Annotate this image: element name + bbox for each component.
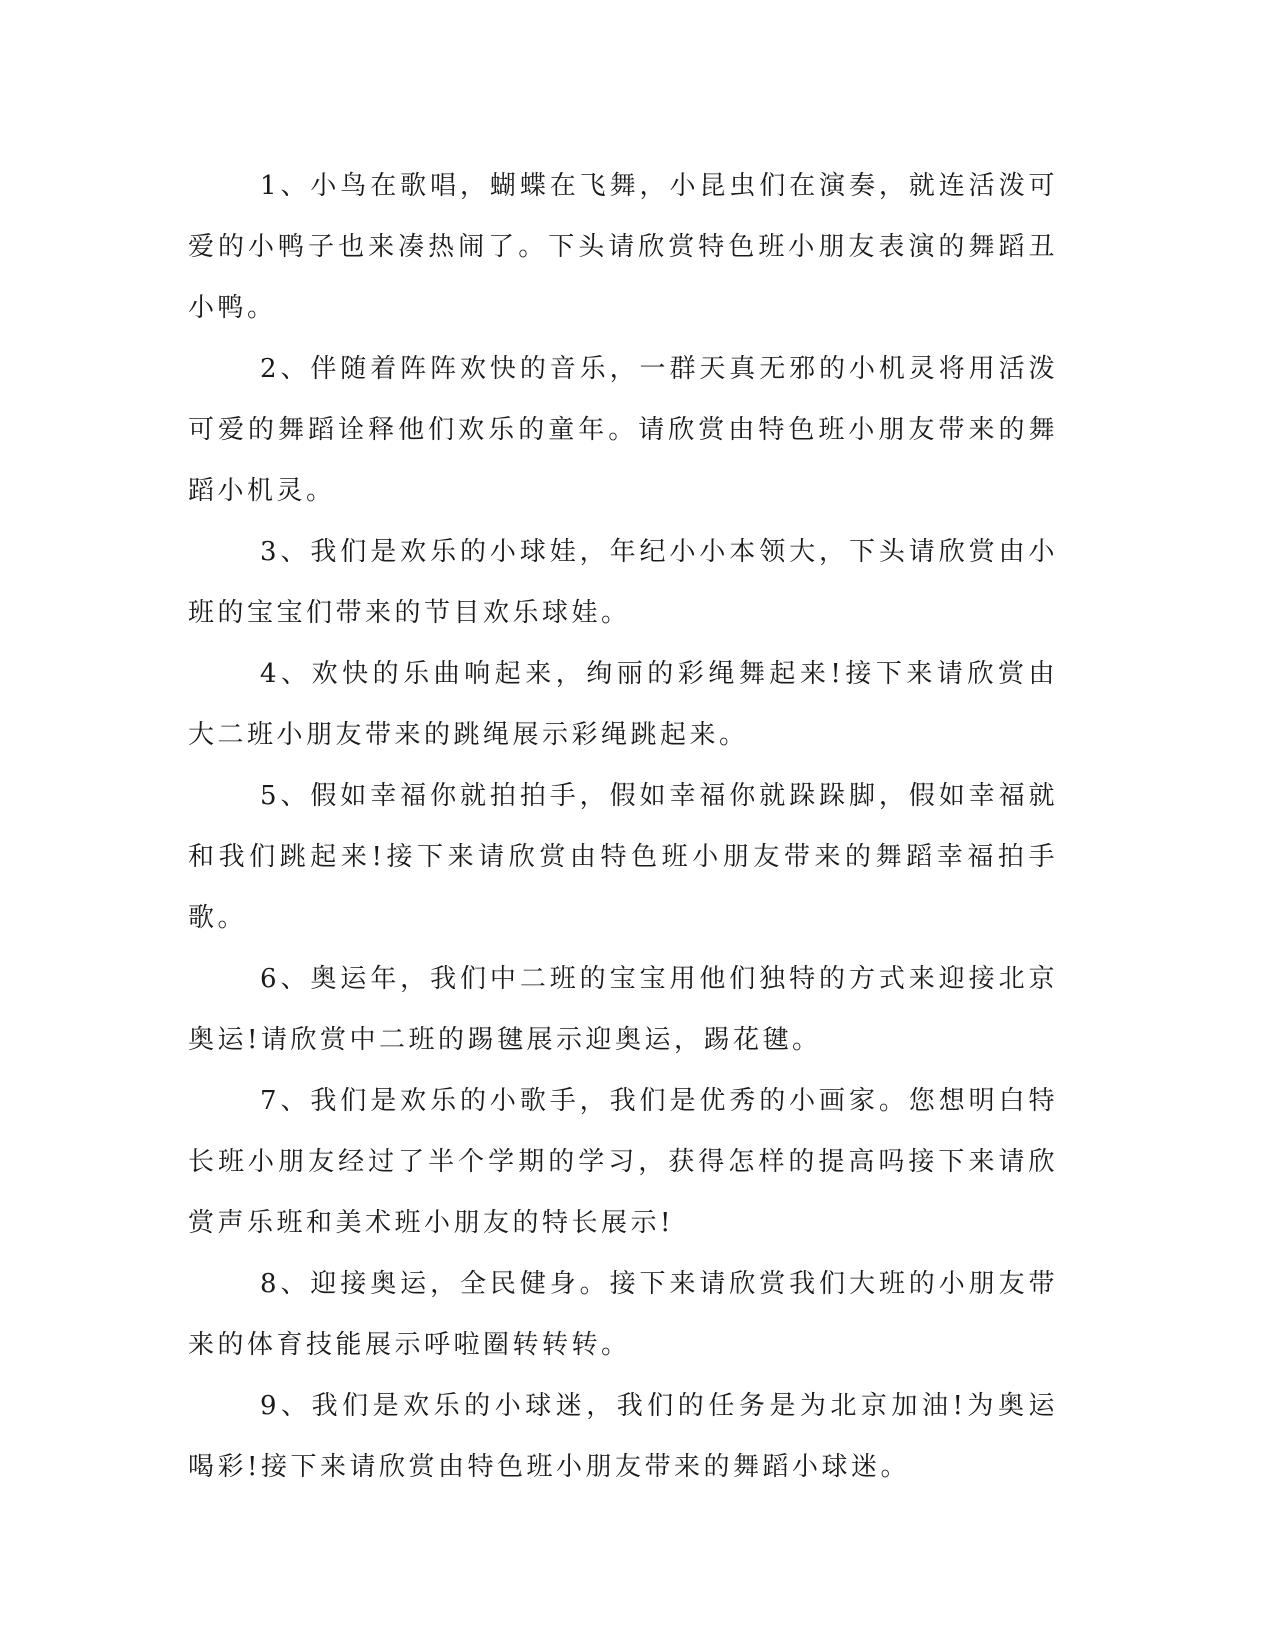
paragraph-5: 5、假如幸福你就拍拍手，假如幸福你就跺跺脚，假如幸福就和我们跳起来!接下来请欣赏由特色班小朋友带来的舞蹈幸福拍手歌。 — [188, 781, 1058, 933]
paragraph-3: 3、我们是欢乐的小球娃，年纪小小本领大，下头请欣赏由小班的宝宝们带来的节目欢乐球娃。 — [188, 537, 1058, 628]
paragraph-7: 7、我们是欢乐的小歌手，我们是优秀的小画家。您想明白特长班小朋友经过了半个学期的学习，获得怎样的提高吗接下来请欣赏声乐班和美术班小朋友的特长展示! — [188, 1086, 1058, 1238]
paragraph-4: 4、欢快的乐曲响起来，绚丽的彩绳舞起来!接下来请欣赏由大二班小朋友带来的跳绳展示彩绳跳起来。 — [188, 659, 1058, 750]
paragraph-2: 2、伴随着阵阵欢快的音乐，一群天真无邪的小机灵将用活泼可爱的舞蹈诠释他们欢乐的童年。请欣赏由特色班小朋友带来的舞蹈小机灵。 — [188, 354, 1058, 506]
paragraph-9: 9、我们是欢乐的小球迷，我们的任务是为北京加油!为奥运喝彩!接下来请欣赏由特色班小朋友带来的舞蹈小球迷。 — [188, 1391, 1058, 1482]
document-body — [188, 156, 1058, 1498]
paragraph-8: 8、迎接奥运，全民健身。接下来请欣赏我们大班的小朋友带来的体育技能展示呼啦圈转转转。 — [188, 1269, 1058, 1360]
paragraph-1: 1、小鸟在歌唱，蝴蝶在飞舞，小昆虫们在演奏，就连活泼可爱的小鸭子也来凑热闹了。下头请欣赏特色班小朋友表演的舞蹈丑小鸭。 — [188, 171, 1058, 323]
paragraph-6: 6、奥运年，我们中二班的宝宝用他们独特的方式来迎接北京奥运!请欣赏中二班的踢毽展示迎奥运，踢花毽。 — [188, 964, 1058, 1055]
